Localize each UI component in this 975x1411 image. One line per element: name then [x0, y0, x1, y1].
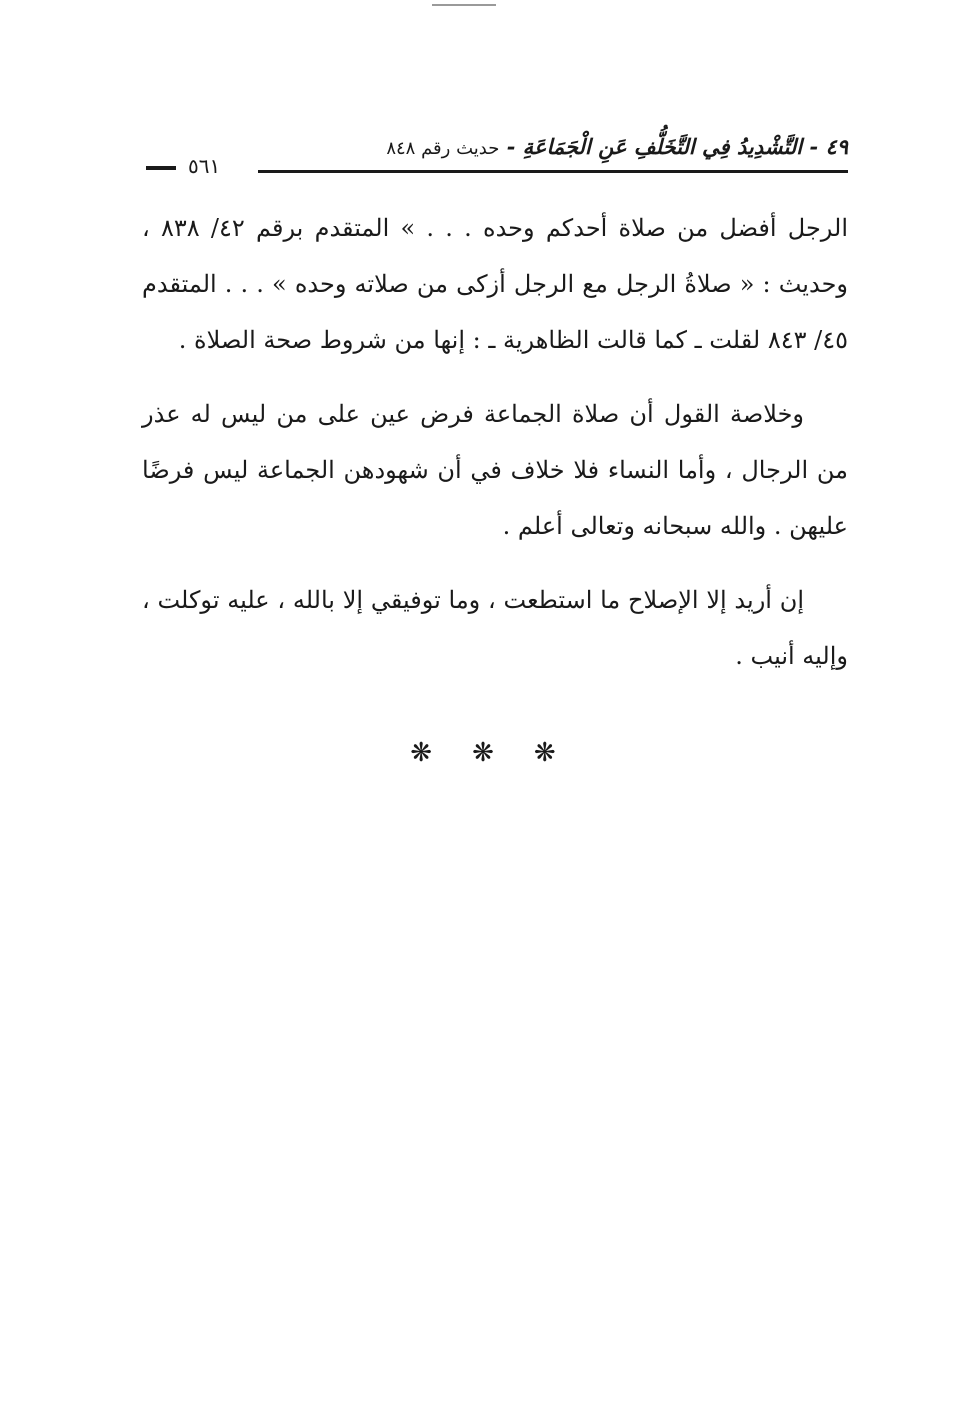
page-number: ٥٦١ [188, 154, 221, 178]
running-header [142, 130, 848, 180]
star-ornament-icon: ❋ [533, 738, 580, 768]
chapter-title-text: ٤٩ - التَّشْدِيدُ فِي التَّخَلُّفِ عَنِ الْجَمَاعَةِ - [499, 134, 848, 159]
header-rule [258, 170, 848, 173]
section-separator [142, 738, 848, 768]
star-ornament-icon: ❋ [472, 738, 518, 768]
chapter-title [386, 134, 848, 159]
page-number-dash [146, 166, 176, 170]
hadith-reference: حديث رقم ٨٤٨ [386, 138, 500, 159]
top-edge-mark [432, 4, 496, 6]
paragraph-summary: وخلاصة القول أن صلاة الجماعة فرض عين على من ليس له عذر من الرجال ، وأما النساء فلا خلاف في أن شهودهن الجماعة ليس فرضًا عليهن . والله سبحانه وتعالى أعلم . [142, 400, 848, 540]
main-text [142, 200, 848, 702]
star-ornament-icon: ❋ [410, 738, 457, 768]
paragraph-continuation: الرجل أفضل من صلاة أحدكم وحده . . . » المتقدم برقم ٤٢/ ٨٣٨ ، وحديث : « صلاةُ الرجل مع الرجل أزكى من صلاته وحده » . . . المتقدم ٤٥/ ٨٤٣ لقلت ـ كما قالت الظاهرية ـ : إنها من شروط صحة الصلاة . [142, 214, 849, 354]
paragraph-closing: إن أريد إلا الإصلاح ما استطعت ، وما توفيقي إلا بالله ، عليه توكلت ، وإليه أنيب . [142, 586, 848, 670]
